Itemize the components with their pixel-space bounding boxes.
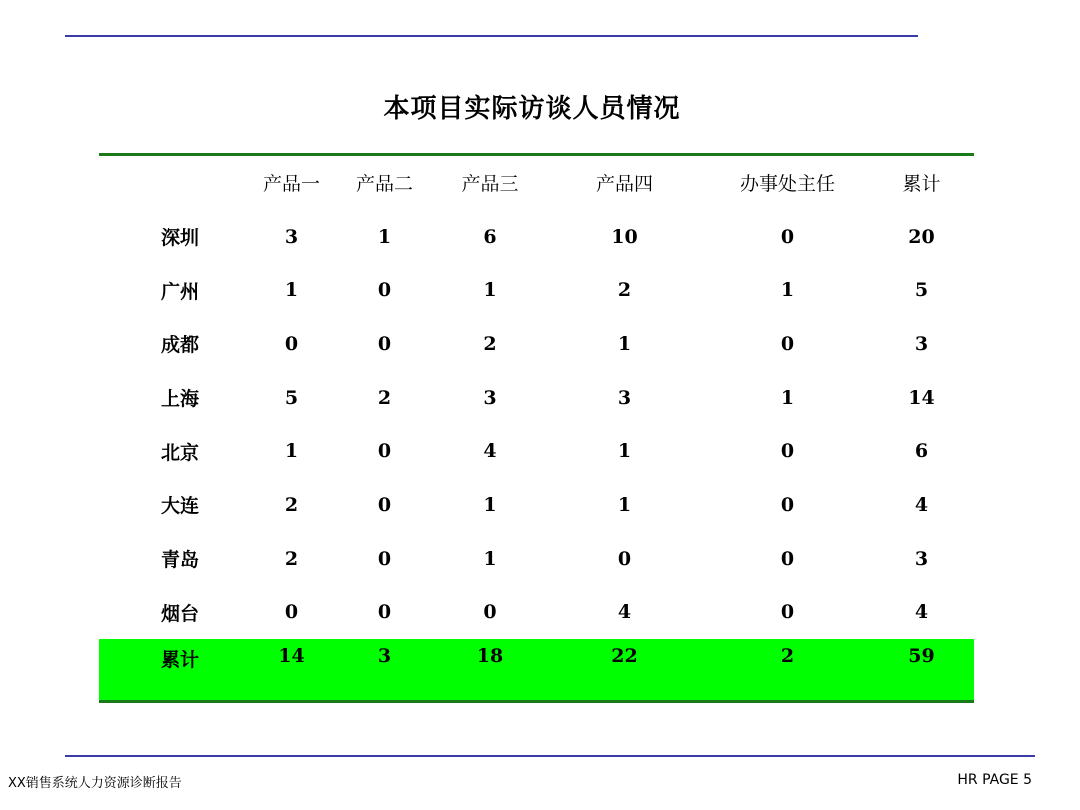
interview-table-container bbox=[99, 153, 974, 703]
table-cell: 0 bbox=[284, 601, 299, 624]
table-cell: 1 bbox=[284, 440, 299, 463]
table-cell: 1 bbox=[483, 493, 497, 516]
header-row bbox=[99, 155, 974, 210]
footer-report-title: XX销售系统人力资源诊断报告 bbox=[8, 776, 182, 791]
row-label: 上海 bbox=[161, 388, 200, 411]
table-cell: 14 bbox=[908, 386, 935, 409]
table-cell: 2 bbox=[284, 493, 299, 516]
table-cell: 10 bbox=[611, 225, 638, 248]
header-cell-office-director: 办事处主任 bbox=[739, 173, 835, 196]
row-label: 北京 bbox=[161, 441, 200, 464]
table-cell: 3 bbox=[284, 225, 299, 248]
table-cell: 4 bbox=[914, 601, 929, 624]
table-cell: 3 bbox=[914, 332, 929, 355]
table-cell: 1 bbox=[617, 440, 632, 463]
table-row bbox=[99, 317, 974, 371]
bottom-divider bbox=[65, 755, 1035, 757]
header-cell-product-1: 产品一 bbox=[262, 173, 320, 196]
table-cell: 6 bbox=[914, 440, 929, 463]
table-cell: 0 bbox=[377, 440, 392, 463]
total-cell: 2 bbox=[780, 645, 795, 668]
table-cell: 0 bbox=[617, 547, 632, 570]
table-cell: 20 bbox=[908, 225, 935, 248]
header-cell-product-2: 产品二 bbox=[355, 173, 413, 196]
table-cell: 2 bbox=[617, 279, 632, 302]
total-row bbox=[99, 639, 974, 702]
header-cell-product-4: 产品四 bbox=[595, 173, 653, 196]
row-label: 成都 bbox=[161, 334, 200, 357]
table-cell: 0 bbox=[780, 225, 795, 248]
table-cell: 0 bbox=[377, 547, 392, 570]
table-row bbox=[99, 586, 974, 640]
row-label: 广州 bbox=[161, 280, 200, 303]
total-row-label: 累计 bbox=[161, 649, 200, 672]
table-cell: 3 bbox=[483, 386, 497, 409]
table-cell: 2 bbox=[377, 386, 392, 409]
table-row bbox=[99, 263, 974, 317]
table-cell: 0 bbox=[780, 493, 795, 516]
header-cell-empty bbox=[99, 155, 251, 210]
top-divider bbox=[65, 35, 918, 37]
table-cell: 1 bbox=[617, 493, 632, 516]
row-label: 深圳 bbox=[161, 227, 200, 250]
total-cell: 18 bbox=[476, 645, 504, 668]
table-cell: 0 bbox=[780, 601, 795, 624]
table-row bbox=[99, 424, 974, 478]
table-cell: 0 bbox=[377, 332, 392, 355]
table-row bbox=[99, 478, 974, 532]
header-cell-total: 累计 bbox=[902, 173, 941, 196]
table-cell: 1 bbox=[780, 386, 795, 409]
table-cell: 1 bbox=[284, 279, 299, 302]
table-cell: 1 bbox=[483, 279, 497, 302]
table-cell: 0 bbox=[284, 332, 299, 355]
table-cell: 0 bbox=[377, 493, 392, 516]
page-title: 本项目实际访谈人员情况 bbox=[383, 94, 681, 124]
footer-page-number: HR PAGE 5 bbox=[957, 772, 1032, 788]
table-cell: 1 bbox=[377, 225, 392, 248]
table-cell: 2 bbox=[483, 332, 497, 355]
header-cell-product-3: 产品三 bbox=[461, 173, 519, 196]
table-cell: 3 bbox=[617, 386, 632, 409]
table-cell: 1 bbox=[780, 279, 795, 302]
total-cell: 59 bbox=[908, 645, 935, 668]
row-label: 大连 bbox=[161, 495, 200, 518]
table-cell: 5 bbox=[914, 279, 929, 302]
table-cell: 4 bbox=[914, 493, 929, 516]
table-cell: 0 bbox=[377, 279, 392, 302]
table-cell: 0 bbox=[780, 332, 795, 355]
table-cell: 4 bbox=[617, 601, 632, 624]
table-cell: 0 bbox=[377, 601, 392, 624]
table-row bbox=[99, 210, 974, 264]
table-cell: 0 bbox=[483, 601, 497, 624]
total-cell: 14 bbox=[278, 645, 305, 668]
table-row bbox=[99, 371, 974, 425]
table-cell: 5 bbox=[284, 386, 299, 409]
table-cell: 2 bbox=[284, 547, 299, 570]
table-cell: 3 bbox=[914, 547, 929, 570]
row-label: 青岛 bbox=[161, 549, 200, 572]
table-cell: 6 bbox=[483, 225, 497, 248]
table-row bbox=[99, 532, 974, 586]
row-label: 烟台 bbox=[161, 602, 200, 625]
table-cell: 1 bbox=[617, 332, 632, 355]
table-cell: 4 bbox=[483, 440, 497, 463]
table-cell: 0 bbox=[780, 440, 795, 463]
total-cell: 3 bbox=[377, 645, 392, 668]
table-cell: 1 bbox=[483, 547, 497, 570]
total-cell: 22 bbox=[611, 645, 638, 668]
table-cell: 0 bbox=[780, 547, 795, 570]
interview-table bbox=[99, 153, 974, 703]
